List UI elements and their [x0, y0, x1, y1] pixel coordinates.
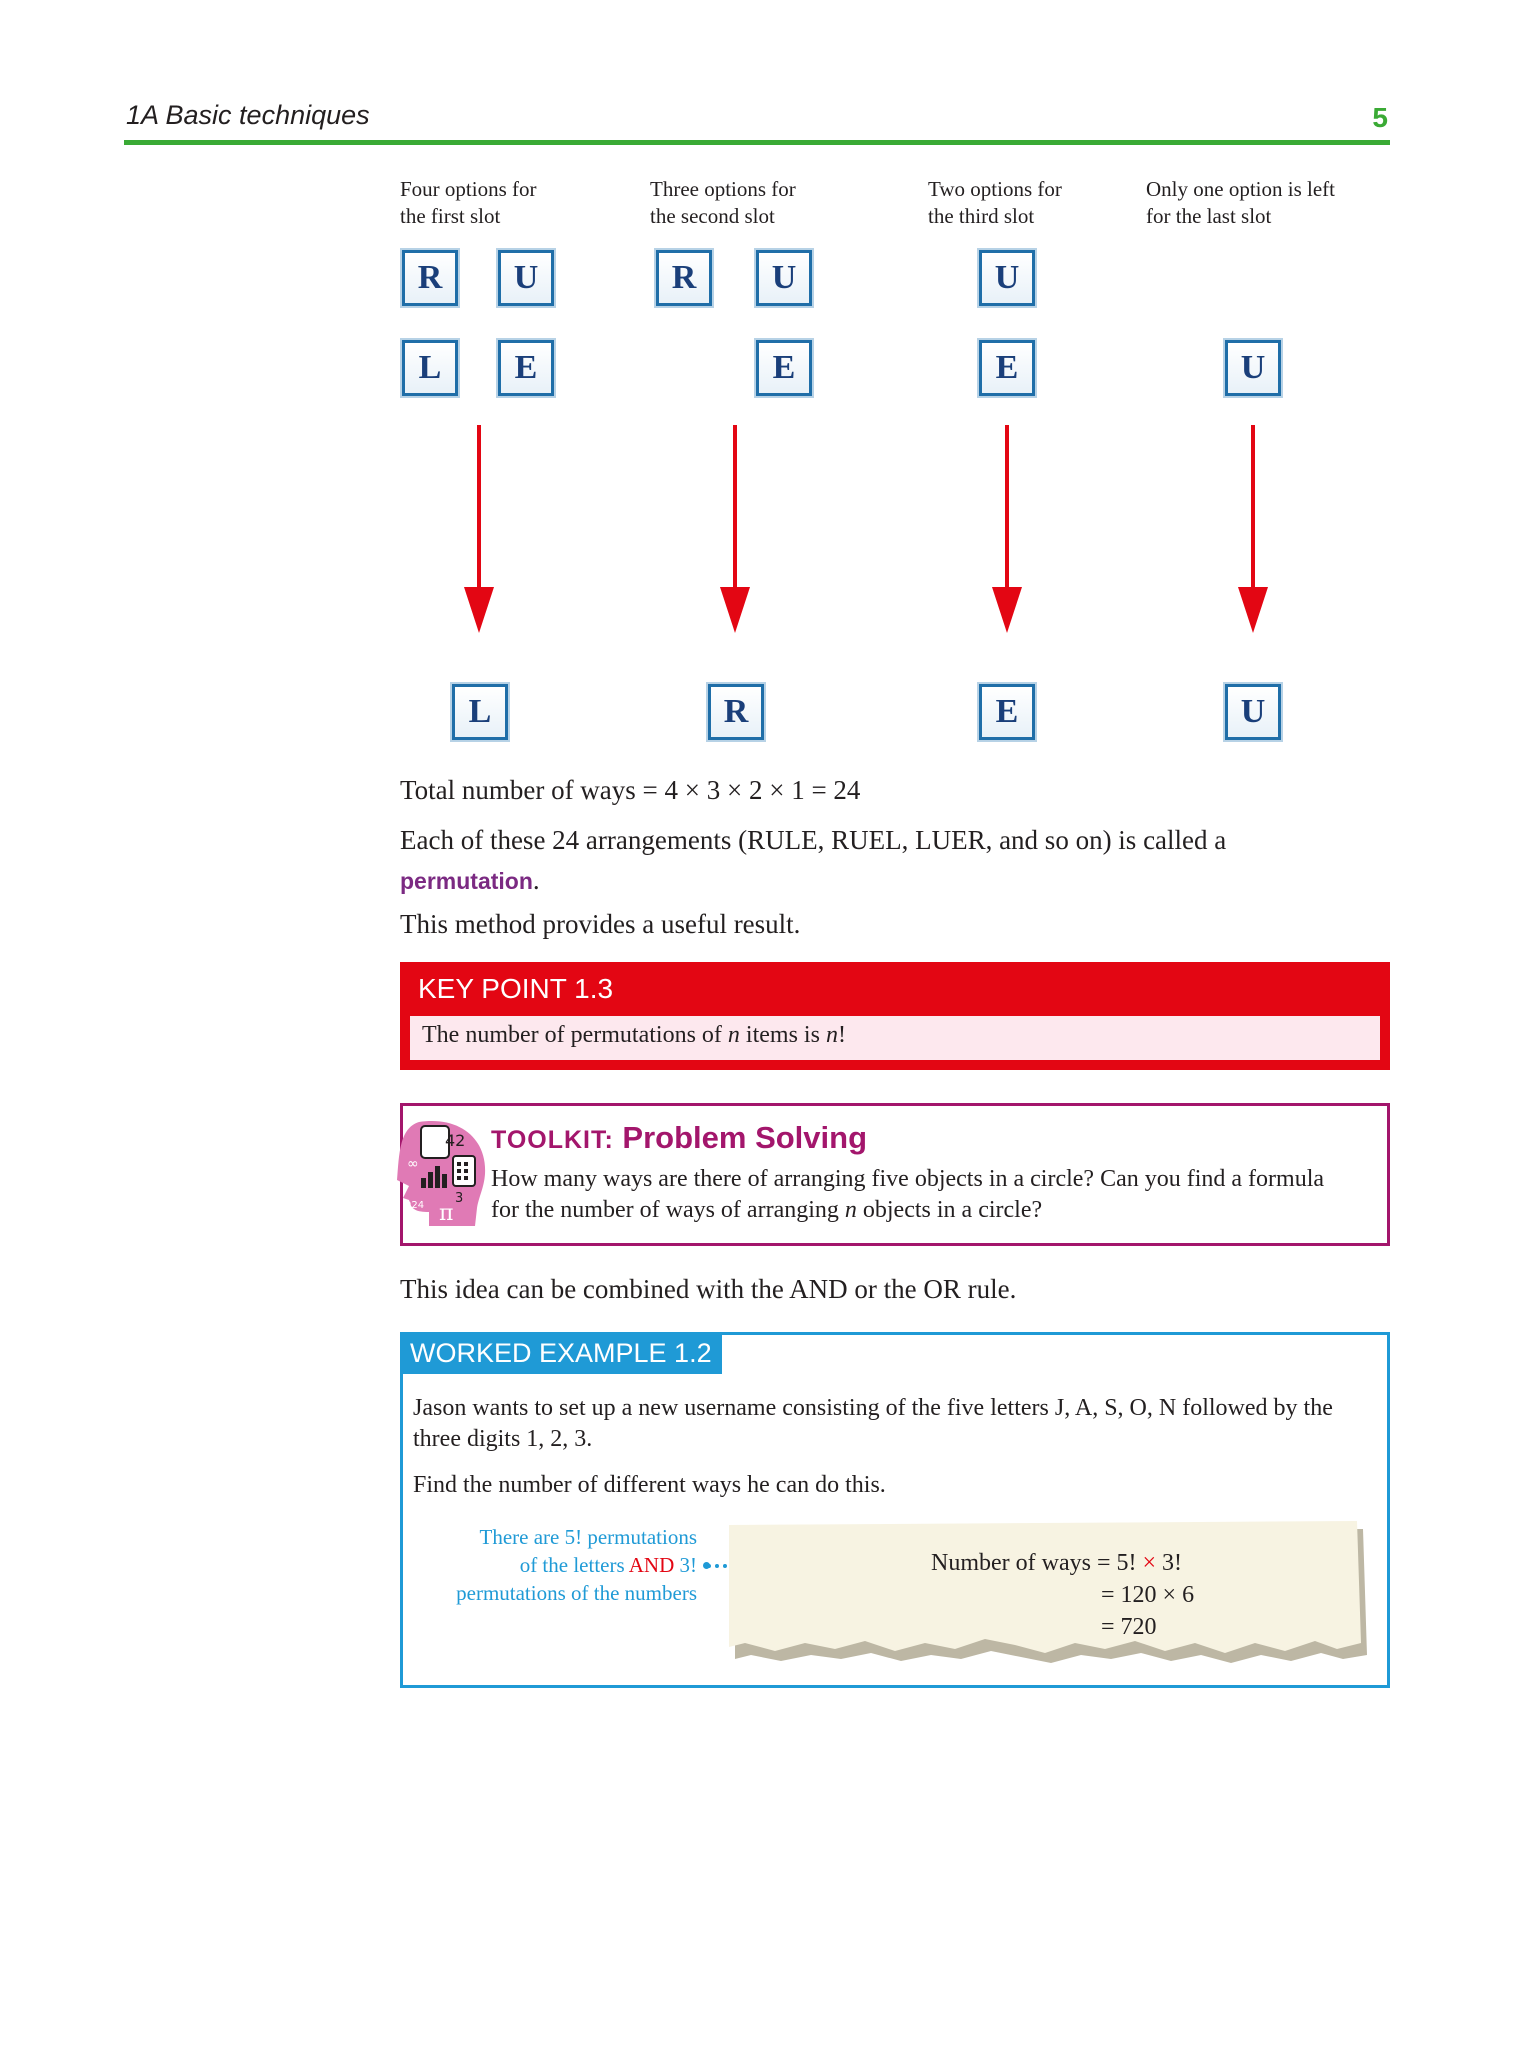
paragraph-text: . — [532, 865, 540, 895]
slot-label-3: Two options for the third slot — [928, 177, 1062, 228]
annotation-text: of the letters — [519, 1553, 629, 1577]
down-arrow-icon — [1238, 425, 1268, 635]
letter-tile: U — [498, 250, 554, 306]
worked-example-annotation — [415, 1523, 697, 1607]
solution-text: Number of ways = 5! — [931, 1550, 1143, 1576]
icon-number: 924 — [405, 1200, 425, 1211]
worked-example-title: WORKED EXAMPLE 1.2 — [400, 1332, 722, 1374]
key-point-box — [400, 962, 1390, 1070]
down-arrow-icon — [992, 425, 1022, 635]
letter-tile: U — [979, 250, 1035, 306]
result-tile: L — [452, 684, 508, 740]
problem-solving-head-icon — [389, 1116, 493, 1228]
section-title: 1A Basic techniques — [126, 100, 370, 130]
method-text: This method provides a useful result. — [400, 909, 801, 939]
slot-label-4: Only one option is left for the last slot — [1146, 177, 1335, 228]
solution-text: 3! — [1156, 1550, 1183, 1576]
slot-label-1: Four options for the first slot — [400, 177, 537, 228]
letter-tile: E — [498, 340, 554, 396]
key-point-text: items is — [739, 1022, 826, 1048]
annotation-highlight: AND — [628, 1553, 675, 1577]
paragraph-text: Each of these 24 arrangements (RULE, RUEL, LUER, and so on) is called a — [400, 825, 1227, 855]
key-point-text: ! — [837, 1022, 846, 1048]
math-variable: n — [825, 1022, 838, 1048]
solution-operator: × — [1142, 1550, 1157, 1576]
toolkit-title-prefix: TOOLKIT: — [491, 1126, 614, 1154]
icon-number: 42 — [445, 1131, 466, 1150]
solution-line — [931, 1547, 1194, 1579]
letter-tile: R — [656, 250, 712, 306]
toolkit-title — [491, 1120, 867, 1156]
toolkit-title-main: Problem Solving — [613, 1120, 868, 1155]
permutation-paragraph — [400, 820, 1360, 901]
worked-example-question: Jason wants to set up a new username consisting of the five letters J, A, S, O, N followed by the three digits 1, 2, 3. — [413, 1395, 1333, 1452]
solution-line: = 120 × 6 — [1101, 1582, 1195, 1608]
letter-tile: L — [402, 340, 458, 396]
key-term: permutation — [400, 868, 533, 894]
math-variable: n — [727, 1022, 740, 1048]
key-point-body — [410, 1016, 1380, 1060]
letter-tile: E — [979, 340, 1035, 396]
letter-tile: U — [1225, 340, 1281, 396]
page-number: 5 — [1372, 102, 1388, 133]
letter-tile: E — [756, 340, 812, 396]
annotation-text: 3! — [674, 1553, 697, 1577]
worked-example-box — [400, 1332, 1390, 1688]
result-tile: E — [979, 684, 1035, 740]
toolkit-body — [491, 1164, 1351, 1226]
icon-number: ∞ — [407, 1156, 419, 1172]
letter-tile: R — [402, 250, 458, 306]
down-arrow-icon — [720, 425, 750, 635]
annotation-text: There are 5! permutations — [479, 1525, 697, 1549]
worked-example-solution — [931, 1547, 1194, 1643]
toolkit-box — [400, 1103, 1390, 1246]
page-header — [124, 98, 1390, 145]
annotation-text: permutations of the numbers — [456, 1581, 697, 1605]
icon-number: π — [439, 1201, 454, 1226]
slot-label-2: Three options for the second slot — [650, 177, 796, 228]
total-ways-text: Total number of ways = 4 × 3 × 2 × 1 = 24 — [400, 775, 861, 805]
combine-text: This idea can be combined with the AND or the OR rule. — [400, 1274, 1017, 1304]
result-tile: U — [1225, 684, 1281, 740]
icon-number: 3 — [455, 1191, 464, 1206]
math-variable: n — [844, 1197, 857, 1223]
down-arrow-icon — [464, 425, 494, 635]
solution-line: = 720 — [1101, 1614, 1157, 1640]
toolkit-text: objects in a circle? — [856, 1197, 1043, 1223]
worked-example-task: Find the number of different ways he can do this. — [413, 1472, 886, 1498]
key-point-text: The number of permutations of — [422, 1022, 728, 1048]
toolkit-text: How many ways are there of arranging five objects in a circle? Can you find a formula for the number of ways of arranging — [491, 1166, 1325, 1223]
key-point-title: KEY POINT 1.3 — [418, 973, 614, 1004]
letter-tile: U — [756, 250, 812, 306]
result-tile: R — [708, 684, 764, 740]
